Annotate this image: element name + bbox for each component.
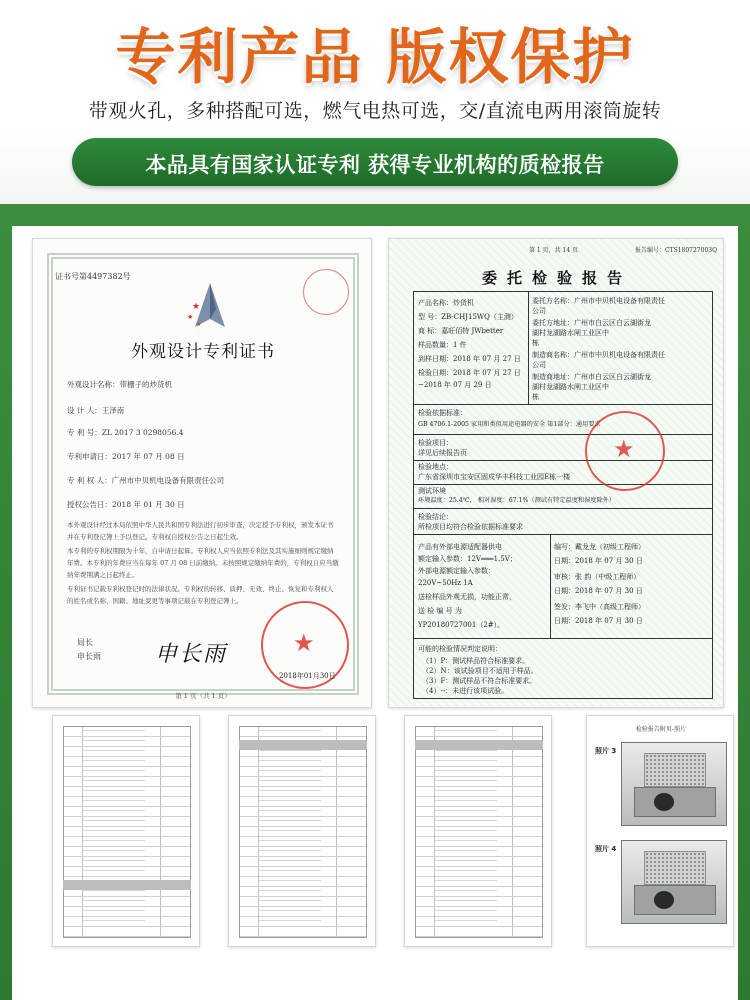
table-rule — [414, 484, 712, 485]
grant-date: 授权公告日：2018 年 01 月 30 日 — [67, 500, 185, 509]
sign-line: 日期：2018 年 07 月 30 日 — [554, 557, 643, 565]
table-rule — [414, 460, 712, 461]
note-line: 外部电源额定输入参数： — [418, 567, 495, 575]
product-name: 产品名称：炒货机 — [418, 299, 474, 307]
photo-label: 照片 4 — [595, 845, 617, 853]
remark-line: （1）P：测试样品符合标准要求。 — [422, 657, 530, 665]
certificate-page-number: 第 1 页（共 1 页） — [175, 692, 231, 700]
photo-label: 照片 3 — [595, 747, 617, 755]
sign-line: 日期：2018 年 07 月 30 日 — [554, 617, 643, 625]
manufacturer-name: 制造商名称：广州市中贝机电设备有限责任 — [532, 351, 665, 359]
remark-title: 可能的检验情况判定说明： — [418, 645, 502, 653]
inspection-report — [388, 238, 724, 708]
conclusion-value: 所检项目均符合检验依据标准要求 — [418, 523, 523, 531]
thumbnail-section-bar — [415, 740, 543, 750]
client-name-cont: 公司 — [532, 307, 546, 315]
client-address-cont: 栋 — [532, 339, 539, 347]
svg-text:★: ★ — [187, 313, 194, 321]
report-page: 第 1 页，共 14 页 — [529, 247, 579, 254]
report-number: 报告编号：CTS180727003Q — [635, 247, 717, 254]
header-banner — [0, 0, 750, 204]
thumbnail-text-lines — [83, 730, 145, 930]
machine-body — [634, 787, 716, 817]
table-rule — [414, 508, 712, 509]
anti-counterfeit-seal-icon — [303, 269, 349, 315]
table-divider — [528, 292, 529, 404]
machine-opening — [654, 891, 674, 909]
table-rule — [414, 404, 712, 405]
note-line: 送 检 编 号 为 — [418, 607, 462, 615]
certificate-paragraph: 专利证书记载专利权登记时的法律状况。专利权的转移、质押、无效、终止、恢复和专利权人的姓名或名称、国籍、地址变更等事项记载在专利登记簿上。 — [67, 585, 334, 605]
photo-page-header: 检验报告附页-照片 — [635, 726, 687, 733]
table-divider — [550, 534, 551, 638]
report-page-thumbnail — [228, 715, 376, 947]
patent-number: 专 利 号：ZL 2017 3 0298056.4 — [67, 428, 184, 437]
director-label: 局长 — [77, 638, 93, 647]
grill-top — [644, 851, 706, 885]
conclusion-label: 检验结论： — [418, 513, 453, 521]
arrival-date: 到样日期：2018 年 07 月 27 日 — [418, 355, 521, 363]
sample-quantity: 样品数量：1 件 — [418, 341, 467, 349]
basis-standard: GB 4706.1-2005 家用和类似用途电器的安全 第1部分：通用要求 — [418, 421, 601, 428]
site-value: 广东省深圳市宝安区固戍华丰科技工业园E栋一楼 — [418, 473, 571, 481]
report-page-thumbnail — [404, 715, 552, 947]
certificate-paragraph: 本外观设计经过本局依照中华人民共和国专利法进行初步审查，决定授予专利权，颁发本证书并在专利登记簿上予以登记。专利权自授权公告之日起生效。 — [67, 521, 334, 541]
inspection-seal-icon — [585, 411, 665, 491]
seal-star-icon: ★ — [613, 435, 635, 463]
report-title: 委托检验报告 — [481, 269, 632, 287]
svg-text:★: ★ — [192, 302, 201, 312]
env-value: 环境温度：25.4℃， 相对湿度：67.1%（测试有特定温度和湿度除外） — [418, 497, 616, 504]
director-signature: 申长雨 — [155, 642, 228, 667]
seal-star-icon: ★ — [293, 629, 315, 657]
certification-badge-text: 本品具有国家认证专利 获得专业机构的质检报告 — [145, 153, 605, 177]
report-table — [413, 291, 713, 699]
thumbnail-text-lines — [259, 730, 321, 930]
seal-date: 2018年01月30日 — [279, 672, 336, 680]
table-rule — [414, 534, 712, 535]
machine-opening — [654, 793, 674, 811]
certificate-title: 外观设计专利证书 — [131, 342, 275, 362]
test-date-end: ~2018 年 07 月 29 日 — [418, 381, 492, 389]
sign-line: 审核：张 韵（中级工程师） — [554, 573, 641, 581]
client-address: 委托方地址：广州市白云区白云湖街龙 — [532, 319, 651, 327]
model: 型 号：ZB-CHJ15WQ（主测） — [418, 313, 518, 321]
grill-top — [644, 753, 706, 787]
items-label: 检验项目： — [418, 439, 453, 447]
machine-body — [634, 885, 716, 915]
certification-badge — [72, 138, 678, 186]
report-page-thumbnail — [52, 715, 200, 947]
report-photo-page — [586, 715, 734, 947]
sign-line: 编写：戴龙龙（初级工程师） — [554, 543, 645, 551]
test-date: 检验日期：2018 年 07 月 27 日 — [418, 369, 521, 377]
manufacturer-address-cont: 湖村龙湖路水闸工业区中 — [532, 383, 609, 391]
manufacturer-name-cont: 公司 — [532, 361, 546, 369]
table-rule — [414, 638, 712, 639]
thumbnail-section-bar — [63, 880, 191, 890]
client-name: 委托方名称：广州市中贝机电设备有限责任 — [532, 297, 665, 305]
client-address-cont: 湖村龙湖路水闸工业区中 — [532, 329, 609, 337]
director-name: 申长雨 — [77, 652, 101, 661]
certificate-number: 证书号第4497382号 — [55, 272, 131, 281]
remark-line: （3）F：测试样品不符合标准要求。 — [422, 677, 537, 685]
patent-office-logo-icon — [183, 279, 237, 333]
patentee: 专 利 权 人：广州市中贝机电设备有限责任公司 — [67, 476, 225, 485]
page-title: 专利产品 版权保护 — [115, 23, 635, 93]
note-line: 送检样品外观无损，功能正常， — [418, 593, 516, 601]
items-value: 详见后续报告页 — [418, 449, 467, 457]
note-line: YP20180727001（2#）。 — [418, 621, 505, 629]
basis-label: 检验依据标准： — [418, 409, 467, 417]
note-line: 220V~50Hz 1A — [418, 579, 473, 587]
table-rule — [414, 434, 712, 435]
sign-line: 日期：2018 年 07 月 30 日 — [554, 587, 643, 595]
site-label: 检验地点： — [418, 463, 453, 471]
thumbnail-section-bar — [239, 740, 367, 750]
product-photo — [621, 742, 727, 826]
note-line: 额定输入参数：12V═══1.5V； — [418, 555, 517, 563]
patent-certificate — [32, 238, 372, 708]
certificate-paragraph: 本专利的专利权期限为十年，自申请日起算。专利权人应当依照专利法及其实施细则规定缴纳年费。本专利的年费应当在每年 07 月 08 日前缴纳。未按照规定缴纳年费的，专利权自应当缴纳年费期满之日起终止。 — [67, 547, 339, 579]
design-name: 外观设计名称：带栅子的炒货机 — [67, 380, 172, 389]
product-photo — [621, 840, 727, 924]
brand: 商 标：嘉旺佰特 JWbetter — [418, 327, 504, 335]
sign-line: 签发：李飞中（高级工程师） — [554, 603, 645, 611]
remark-line: （4）--：未进行该项试验。 — [422, 687, 509, 695]
note-line: 产品有外部电源适配器供电 — [418, 543, 502, 551]
designer: 设 计 人：王泽南 — [67, 406, 125, 415]
thumbnail-text-lines — [435, 730, 497, 930]
env-label: 测试环境 — [418, 487, 446, 495]
feature-line: 带观火孔，多种搭配可选，燃气电热可选，交/直流电两用滚筒旋转 — [88, 100, 662, 122]
application-date: 专利申请日：2017 年 07 月 08 日 — [67, 452, 185, 461]
svg-text:★: ★ — [196, 321, 202, 328]
manufacturer-address-cont: 栋 — [532, 393, 539, 401]
manufacturer-address: 制造商地址：广州市白云区白云湖街龙 — [532, 373, 651, 381]
remark-line: （2）N：该试验项目不适用于样品。 — [422, 667, 538, 675]
